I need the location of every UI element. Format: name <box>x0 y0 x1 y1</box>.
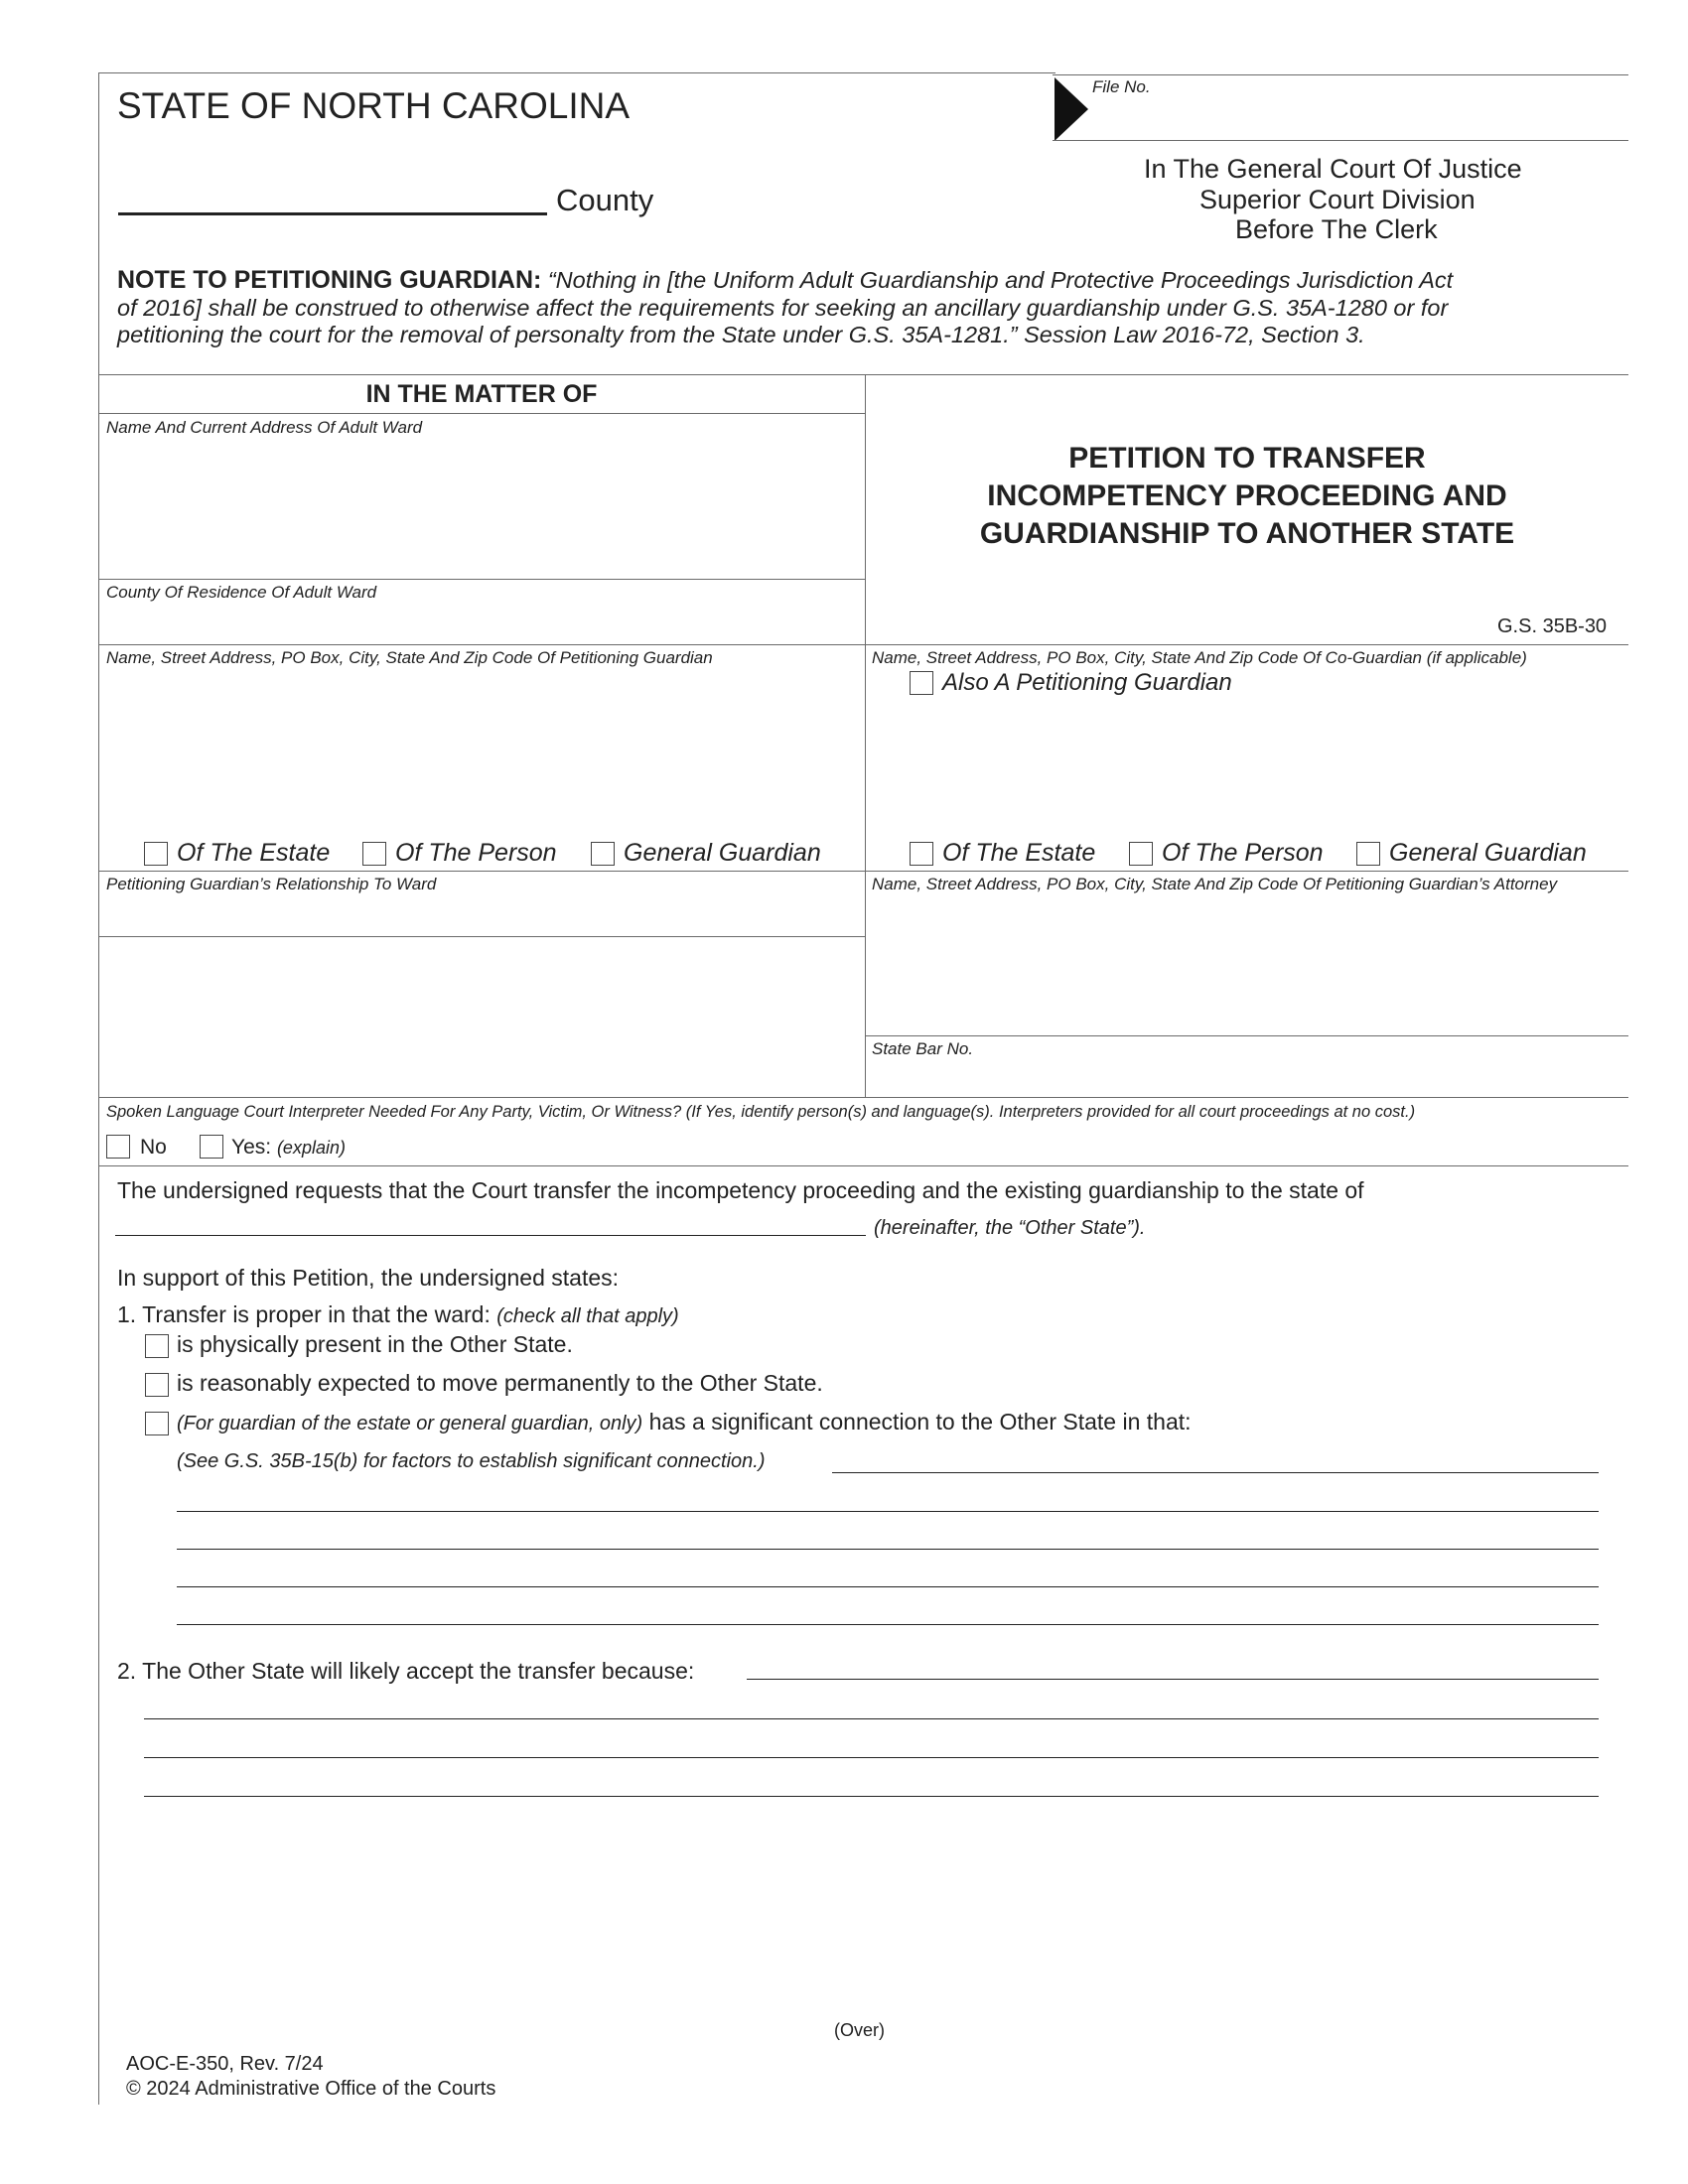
physically-present-checkbox[interactable] <box>145 1334 169 1358</box>
move-permanently-checkbox[interactable] <box>145 1373 169 1397</box>
petitioner-label: Name, Street Address, PO Box, City, State And Zip Code Of Petitioning Guardian <box>106 648 713 667</box>
matter-heading-rule <box>98 413 865 414</box>
significant-connection-text: has a significant connection to the Other State in that: <box>648 1409 1192 1434</box>
interpreter-explain-text: (explain) <box>276 1138 346 1158</box>
connection-line-4[interactable] <box>177 1586 1599 1587</box>
copyright: © 2024 Administrative Office of the Courts <box>126 2078 496 2100</box>
file-no-field[interactable] <box>1090 91 1626 137</box>
move-permanently-label: is reasonably expected to move permanently to the Other State. <box>177 1370 823 1396</box>
ward-name-field[interactable] <box>101 437 862 576</box>
guardian-types-rule <box>98 871 1628 872</box>
top-rule <box>98 72 1055 73</box>
relationship-field[interactable] <box>101 893 862 933</box>
other-state-blank[interactable] <box>115 1235 866 1236</box>
file-no-top-rule <box>1053 74 1628 75</box>
support-text: In support of this Petition, the undersigned states: <box>117 1265 620 1291</box>
note-block <box>117 266 1626 348</box>
petitioner-person-label: Of The Person <box>395 839 557 867</box>
petitioner-estate-checkbox[interactable] <box>144 842 168 866</box>
title-line-3: GUARDIANSHIP TO ANOTHER STATE <box>979 517 1515 550</box>
accept-line-4[interactable] <box>144 1796 1599 1797</box>
relationship-rule <box>98 936 865 937</box>
over-label: (Over) <box>834 2020 885 2040</box>
form-number: AOC-E-350, Rev. 7/24 <box>126 2053 324 2075</box>
petitioner-estate-label: Of The Estate <box>177 839 331 867</box>
statute-label: G.S. 35B-30 <box>1497 615 1608 637</box>
interpreter-no-checkbox[interactable] <box>106 1135 130 1159</box>
petitioner-general-checkbox[interactable] <box>591 842 615 866</box>
interpreter-question: Spoken Language Court Interpreter Needed For Any Party, Victim, Or Witness? (If Yes, identify person(s) and language(s). Interpreters provided for all court proceedings at no cost.) <box>106 1103 1416 1121</box>
connection-line-1[interactable] <box>832 1472 1599 1473</box>
matter-heading: IN THE MATTER OF <box>365 380 598 408</box>
petitioner-person-checkbox[interactable] <box>362 842 386 866</box>
coguardian-label: Name, Street Address, PO Box, City, State And Zip Code Of Co-Guardian (if applicable) <box>872 648 1527 667</box>
file-no-arrow-icon <box>1053 75 1090 143</box>
coguardian-estate-checkbox[interactable] <box>910 842 933 866</box>
note-line-2: of 2016] shall be construed to otherwise affect the requirements for seeking an ancillary guardianship under G.S. 35A-1280 or for <box>117 295 1449 321</box>
ward-name-rule <box>98 579 865 580</box>
also-petitioning-checkbox[interactable] <box>910 671 933 695</box>
county-blank[interactable] <box>118 212 547 215</box>
petitioner-field[interactable] <box>101 667 862 836</box>
interpreter-rule <box>98 1165 1628 1166</box>
state-bar-field[interactable] <box>869 1058 1625 1094</box>
see-statute-text: (See G.S. 35B-15(b) for factors to establish significant connection.) <box>177 1450 766 1472</box>
file-no-label: File No. <box>1092 77 1151 96</box>
county-label: County <box>556 183 654 217</box>
coguardian-field[interactable] <box>869 701 1625 836</box>
request-text: The undersigned requests that the Court transfer the incompetency proceeding and the existing guardianship to the state of <box>117 1177 1364 1203</box>
connection-line-5[interactable] <box>177 1624 1599 1625</box>
accept-line-2[interactable] <box>144 1718 1599 1719</box>
hereinafter-text: (hereinafter, the “Other State”). <box>874 1217 1146 1239</box>
interpreter-yes-label <box>231 1136 346 1160</box>
state-title: STATE OF NORTH CAROLINA <box>117 85 630 126</box>
ward-county-field[interactable] <box>101 602 862 641</box>
ward-county-rule <box>98 644 1628 645</box>
petitioner-general-label: General Guardian <box>624 839 821 867</box>
significant-connection-label <box>177 1409 1192 1435</box>
file-no-underline <box>1053 140 1628 141</box>
attorney-field[interactable] <box>869 893 1625 1032</box>
court-line-2: Superior Court Division <box>1199 185 1476 214</box>
item-1 <box>117 1301 679 1328</box>
significant-connection-checkbox[interactable] <box>145 1412 169 1435</box>
note-label: NOTE TO PETITIONING GUARDIAN: <box>117 266 542 294</box>
interpreter-no-label: No <box>140 1136 167 1159</box>
interpreter-yes-checkbox[interactable] <box>200 1135 223 1159</box>
relationship-label: Petitioning Guardian’s Relationship To Ward <box>106 875 437 893</box>
court-line-1: In The General Court Of Justice <box>1144 154 1522 184</box>
accept-line-1[interactable] <box>747 1679 1599 1680</box>
physically-present-label: is physically present in the Other State. <box>177 1331 573 1357</box>
relationship-extra-field[interactable] <box>101 939 862 1094</box>
coguardian-general-label: General Guardian <box>1389 839 1587 867</box>
grid-bottom-rule <box>98 1097 1628 1098</box>
significant-connection-italic: (For guardian of the estate or general guardian, only) <box>177 1413 643 1434</box>
coguardian-person-checkbox[interactable] <box>1129 842 1153 866</box>
court-line-3: Before The Clerk <box>1235 214 1438 244</box>
accept-line-3[interactable] <box>144 1757 1599 1758</box>
item-2-text: 2. The Other State will likely accept the transfer because: <box>117 1658 695 1684</box>
also-petitioning-label: Also A Petitioning Guardian <box>942 669 1232 696</box>
ward-name-label: Name And Current Address Of Adult Ward <box>106 418 423 437</box>
connection-line-3[interactable] <box>177 1549 1599 1550</box>
note-line-1: “Nothing in [the Uniform Adult Guardianship and Protective Proceedings Jurisdiction Act <box>547 267 1454 293</box>
check-all-text: (check all that apply) <box>496 1305 679 1327</box>
grid-top-rule <box>98 374 1628 375</box>
item-1-text: 1. Transfer is proper in that the ward: <box>117 1301 491 1327</box>
coguardian-estate-label: Of The Estate <box>942 839 1096 867</box>
connection-line-2[interactable] <box>177 1511 1599 1512</box>
coguardian-general-checkbox[interactable] <box>1356 842 1380 866</box>
left-margin-rule <box>98 72 99 2105</box>
coguardian-person-label: Of The Person <box>1162 839 1324 867</box>
attorney-rule <box>865 1035 1628 1036</box>
interpreter-yes-text: Yes: <box>231 1136 272 1159</box>
attorney-label: Name, Street Address, PO Box, City, State And Zip Code Of Petitioning Guardian’s Attorney <box>872 875 1558 893</box>
note-line-3: petitioning the court for the removal of personalty from the State under G.S. 35A-1281.” Session Law 2016-72, Section 3. <box>117 322 1365 347</box>
title-line-1: PETITION TO TRANSFER <box>1068 442 1426 475</box>
state-bar-label: State Bar No. <box>872 1039 974 1058</box>
title-line-2: INCOMPETENCY PROCEEDING AND <box>987 479 1507 512</box>
ward-county-label: County Of Residence Of Adult Ward <box>106 583 377 602</box>
